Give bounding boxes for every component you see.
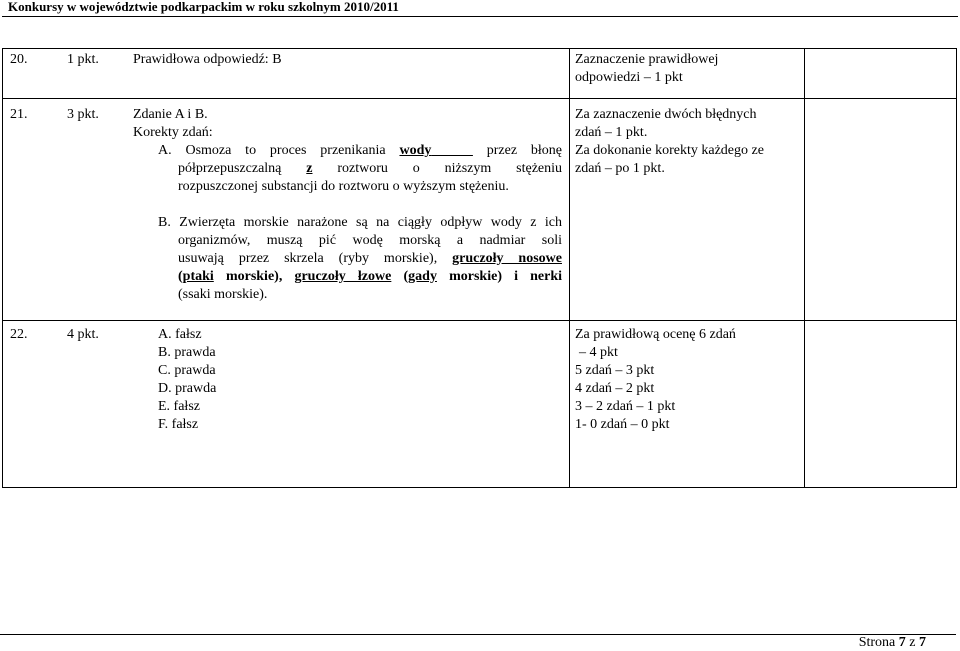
underlined-term: wody <box>399 143 432 158</box>
task-scoring <box>575 326 736 434</box>
scoring-line: Za prawidłową ocenę 6 zdań <box>575 327 736 342</box>
underlined-term: gady <box>408 269 437 284</box>
task-number: 22. <box>10 327 28 342</box>
scoring-line: 1- 0 zdań – 0 pkt <box>575 417 670 432</box>
scoring-line: zdań – po 1 pkt. <box>575 161 665 176</box>
answer-intro <box>133 106 213 142</box>
underlined-term: z <box>306 161 313 176</box>
list-item: D. prawda <box>158 381 217 396</box>
list-item: C. prawda <box>158 363 216 378</box>
scoring-line: 5 zdań – 3 pkt <box>575 363 655 378</box>
scoring-line: Za dokonanie korekty każdego ze <box>575 143 764 158</box>
task-number: 21. <box>10 107 28 122</box>
table-border-right <box>956 48 957 488</box>
correction-a: A. Osmoza to proces przenikania wody przez błonę półprzepuszczalną z roztworu o niższym stężeniu rozpuszczonej substancji do roztworu o wyższym stężeniu. <box>158 143 563 194</box>
page-header <box>2 0 958 16</box>
header-title: Konkursy w województwie podkarpackim w roku szkolnym 2010/2011 <box>8 0 399 14</box>
underlined-term: ptaki <box>182 269 214 284</box>
task-number: 20. <box>10 52 28 67</box>
table-row-divider <box>2 320 957 321</box>
scoring-line: Zaznaczenie prawidłowej <box>575 52 719 67</box>
table-col-divider <box>569 48 570 488</box>
list-item: F. fałsz <box>158 417 199 432</box>
table-border-bottom <box>2 487 957 488</box>
correction-b: B. Zwierzęta morskie narażone są na ciągły odpływ wody z ich organizmów, muszą pić wodę morską a nadmiar soli usuwają przez skrzela (ryby morskie), gruczoły nosowe (ptaki morskie), gruczoły łzowe (gady morskie) i nerki (ssaki morskie). <box>158 215 563 302</box>
scoring-line: – 4 pkt <box>579 345 618 360</box>
scoring-line: 3 – 2 zdań – 1 pkt <box>575 399 676 414</box>
list-item: A. fałsz <box>158 327 202 342</box>
scoring-line: odpowiedzi – 1 pkt <box>575 70 683 85</box>
scoring-line: Za zaznaczenie dwóch błędnych <box>575 107 757 122</box>
header-rule <box>2 16 958 17</box>
task-scoring <box>575 51 718 87</box>
table-row-divider <box>2 98 957 99</box>
scoring-line: zdań – 1 pkt. <box>575 125 648 140</box>
task-scoring <box>575 106 764 178</box>
table-col-divider <box>804 48 805 488</box>
underlined-term: gruczoły nosowe <box>452 251 562 266</box>
page-footer <box>0 634 956 649</box>
scoring-line: 4 zdań – 2 pkt <box>575 381 655 396</box>
answer-line: Korekty zdań: <box>133 125 213 140</box>
task-points: 3 pkt. <box>67 107 99 122</box>
list-item: B. prawda <box>158 345 216 360</box>
task-points: 4 pkt. <box>67 327 99 342</box>
table-border-top <box>2 48 957 49</box>
answer-list <box>158 326 216 434</box>
underlined-term: gruczoły łzowe <box>294 269 392 284</box>
task-answer: Prawidłowa odpowiedź: B <box>133 52 282 67</box>
task-points: 1 pkt. <box>67 52 99 67</box>
table-border-left <box>2 48 3 488</box>
list-item: E. fałsz <box>158 399 200 414</box>
footer-rule <box>0 634 956 635</box>
answer-line: Zdanie A i B. <box>133 107 208 122</box>
page-number: Strona 7 z 7 <box>858 635 926 650</box>
